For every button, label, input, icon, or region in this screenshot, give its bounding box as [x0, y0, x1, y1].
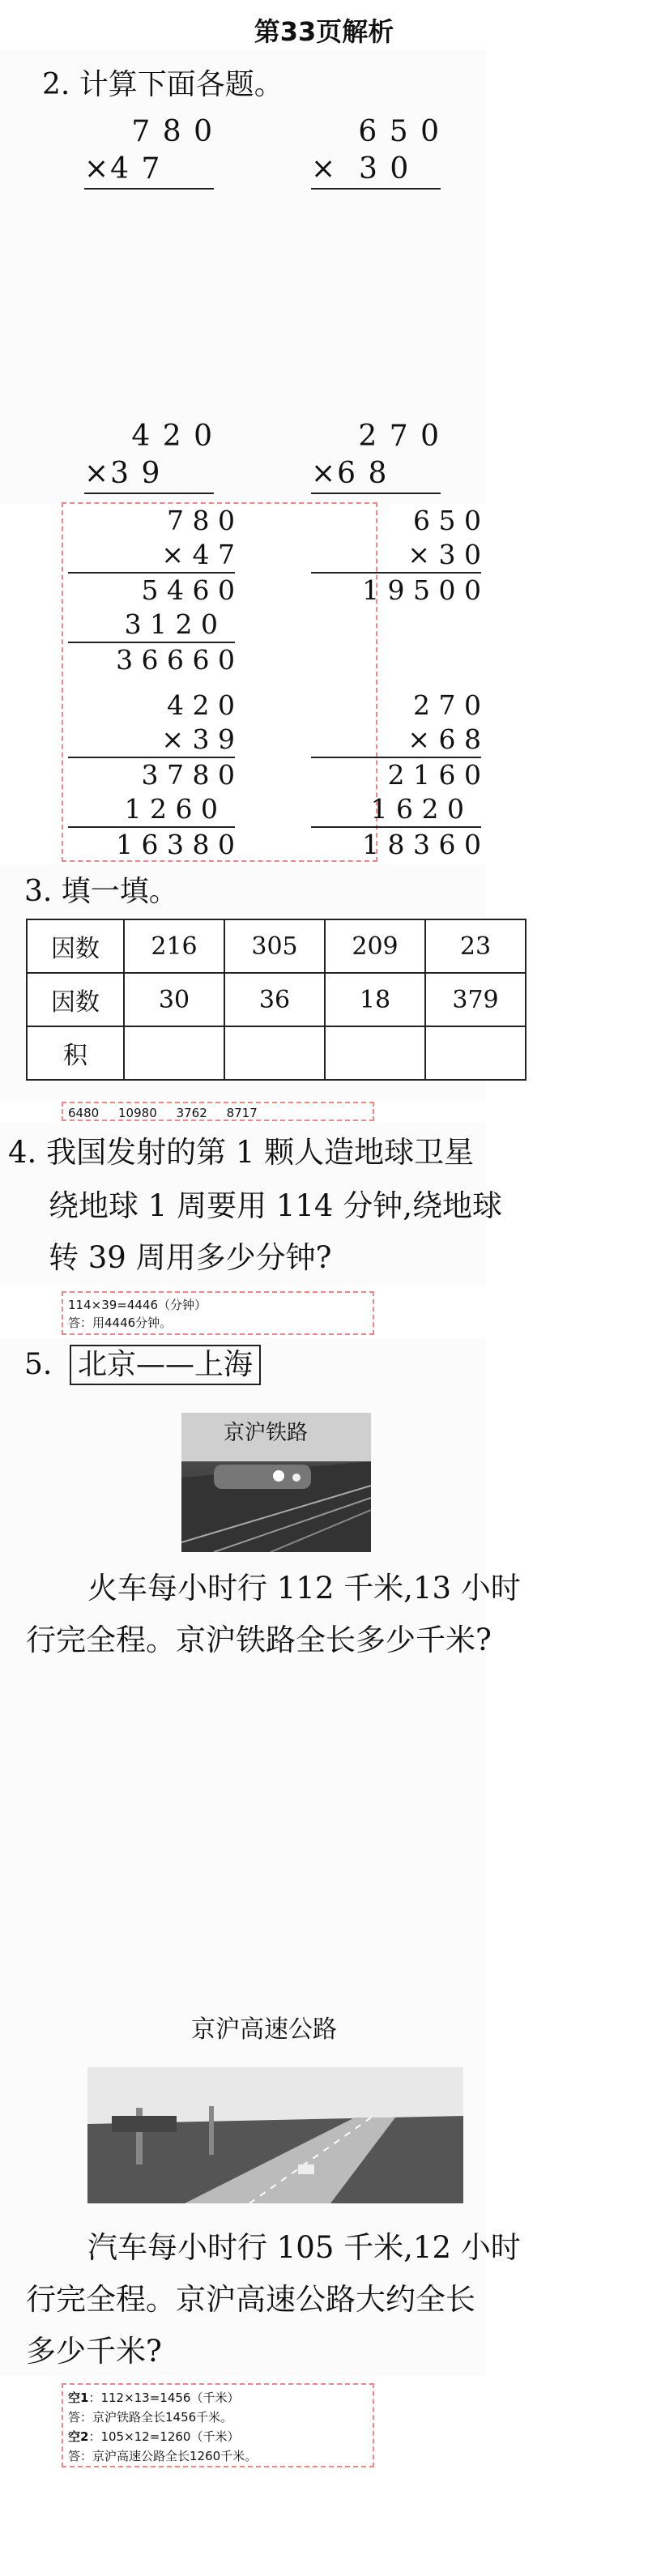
q5-answer-line — [68, 2427, 368, 2446]
problem-1-rule — [84, 188, 214, 190]
answer-1-row: × 4 7 — [161, 539, 235, 570]
row-label: 因数 — [27, 973, 124, 1026]
highway-photo — [87, 2067, 463, 2203]
answer-1-row: 7 8 0 — [167, 505, 235, 536]
answer-3 — [68, 689, 235, 862]
problem-3-rule — [84, 493, 214, 494]
q4-answer-line: 答：用4446分钟。 — [68, 1316, 173, 1330]
table-row — [27, 1026, 526, 1080]
q4-line-1: 4. 我国发射的第 1 颗人造地球卫星 — [8, 1135, 475, 1170]
answer-1-row: 3 1 2 0 — [124, 608, 235, 640]
q5-answer-text: ：105×12=1260（千米） — [88, 2429, 240, 2444]
q5-number: 5. — [24, 1348, 53, 1381]
table-cell: 216 — [124, 919, 224, 973]
problem-4 — [311, 418, 441, 494]
problem-4-top: 2 7 0 — [358, 420, 441, 453]
q5-text-1-line-1: 火车每小时行 112 千米,13 小时 — [87, 1571, 521, 1606]
problem-4-rule — [311, 493, 441, 494]
table-row — [27, 973, 526, 1026]
q5-answer-text: 答：京沪高速公路全长1260千米。 — [68, 2449, 258, 2463]
page-title: 第33页解析 — [254, 16, 394, 47]
q2-heading: 2. 计算下面各题。 — [42, 68, 284, 101]
problem-1 — [84, 113, 214, 190]
answer-4-row: 1 8 3 6 0 — [362, 829, 481, 860]
q4-answer-line: 114×39=4446（分钟） — [68, 1298, 207, 1312]
answer-3-row: 4 2 0 — [167, 689, 235, 721]
answer-4-row: 2 7 0 — [413, 689, 481, 721]
table-cell: 18 — [325, 973, 425, 1026]
table-cell: 23 — [425, 919, 526, 973]
q3-heading: 3. 填一填。 — [24, 875, 178, 908]
answer-4-row: × 6 8 — [407, 723, 481, 755]
highway-photo-label: 京沪高速公路 — [191, 2015, 337, 2044]
table-cell: 36 — [224, 973, 325, 1026]
answer-1-row: 5 4 6 0 — [141, 574, 235, 606]
answer-1-row: 3 6 6 6 0 — [116, 644, 235, 676]
q5-text-2-line-1: 汽车每小时行 105 千米,12 小时 — [87, 2230, 521, 2265]
answer-3-row: 1 6 3 8 0 — [116, 829, 235, 860]
highway-image — [87, 2067, 463, 2203]
q3-answer: 6480 10980 3762 8717 — [62, 1102, 374, 1121]
row-label: 因数 — [27, 919, 124, 973]
problem-1-top: 7 8 0 — [131, 115, 214, 148]
table-cell — [325, 1026, 425, 1080]
table-row — [27, 919, 526, 973]
answer-4 — [311, 689, 481, 862]
railway-photo-label: 京沪铁路 — [224, 1421, 309, 1445]
table-cell: 209 — [325, 919, 425, 973]
fill-table — [26, 919, 526, 1081]
answer-4-row: 2 1 6 0 — [387, 759, 481, 791]
problem-2-bottom: × 3 0 — [311, 152, 411, 186]
problem-3-top: 4 2 0 — [131, 420, 214, 453]
q5-answer-box — [62, 2383, 374, 2467]
problem-4-bottom: ×6 8 — [311, 457, 389, 490]
q4-answer-box — [62, 1291, 374, 1335]
q5-answer-text: ：112×13=1456（千米） — [88, 2390, 240, 2405]
route-box: 北京——上海 — [70, 1345, 261, 1385]
q4-line-3: 转 39 周用多少分钟? — [49, 1240, 332, 1275]
answer-2-row: 1 9 5 0 0 — [362, 574, 481, 606]
q5-text-2-line-3: 多少千米? — [26, 2334, 162, 2369]
table-cell: 379 — [425, 973, 526, 1026]
table-cell: 30 — [124, 973, 224, 1026]
answer-3-row: 1 2 6 0 — [124, 793, 235, 825]
answer-2 — [311, 504, 481, 608]
q5-answer-line — [68, 2408, 368, 2427]
railway-photo — [181, 1413, 371, 1552]
problem-3-bottom: ×3 9 — [84, 457, 162, 490]
table-cell: 305 — [224, 919, 325, 973]
q5-answer-line — [68, 2388, 368, 2408]
q5-answer-text: 答：京沪铁路全长1456千米。 — [68, 2410, 233, 2425]
table-cell — [425, 1026, 526, 1080]
problem-2 — [311, 113, 441, 190]
answer-2-row: × 3 0 — [407, 539, 481, 570]
q5-answer-tag: 空2 — [68, 2429, 89, 2444]
problem-2-top: 6 5 0 — [358, 115, 441, 148]
table-cell — [224, 1026, 325, 1080]
table-cell — [124, 1026, 224, 1080]
q4-line-2: 绕地球 1 周要用 114 分钟,绕地球 — [49, 1188, 502, 1223]
answer-2-row: 6 5 0 — [413, 505, 481, 536]
q5-answer-line — [68, 2446, 368, 2466]
answer-4-row: 1 6 2 0 — [370, 793, 481, 825]
q5-answer-tag: 空1 — [68, 2390, 89, 2405]
problem-1-bottom: ×4 7 — [84, 152, 162, 186]
problem-3 — [84, 418, 214, 494]
row-label: 积 — [27, 1026, 124, 1080]
problem-2-rule — [311, 188, 441, 190]
answer-3-row: 3 7 8 0 — [141, 759, 235, 791]
q5-text-2-line-2: 行完全程。京沪高速公路大约全长 — [26, 2282, 475, 2317]
answer-1 — [68, 504, 235, 677]
answer-3-row: × 3 9 — [161, 723, 235, 755]
q5-text-1-line-2: 行完全程。京沪铁路全长多少千米? — [26, 1623, 492, 1657]
